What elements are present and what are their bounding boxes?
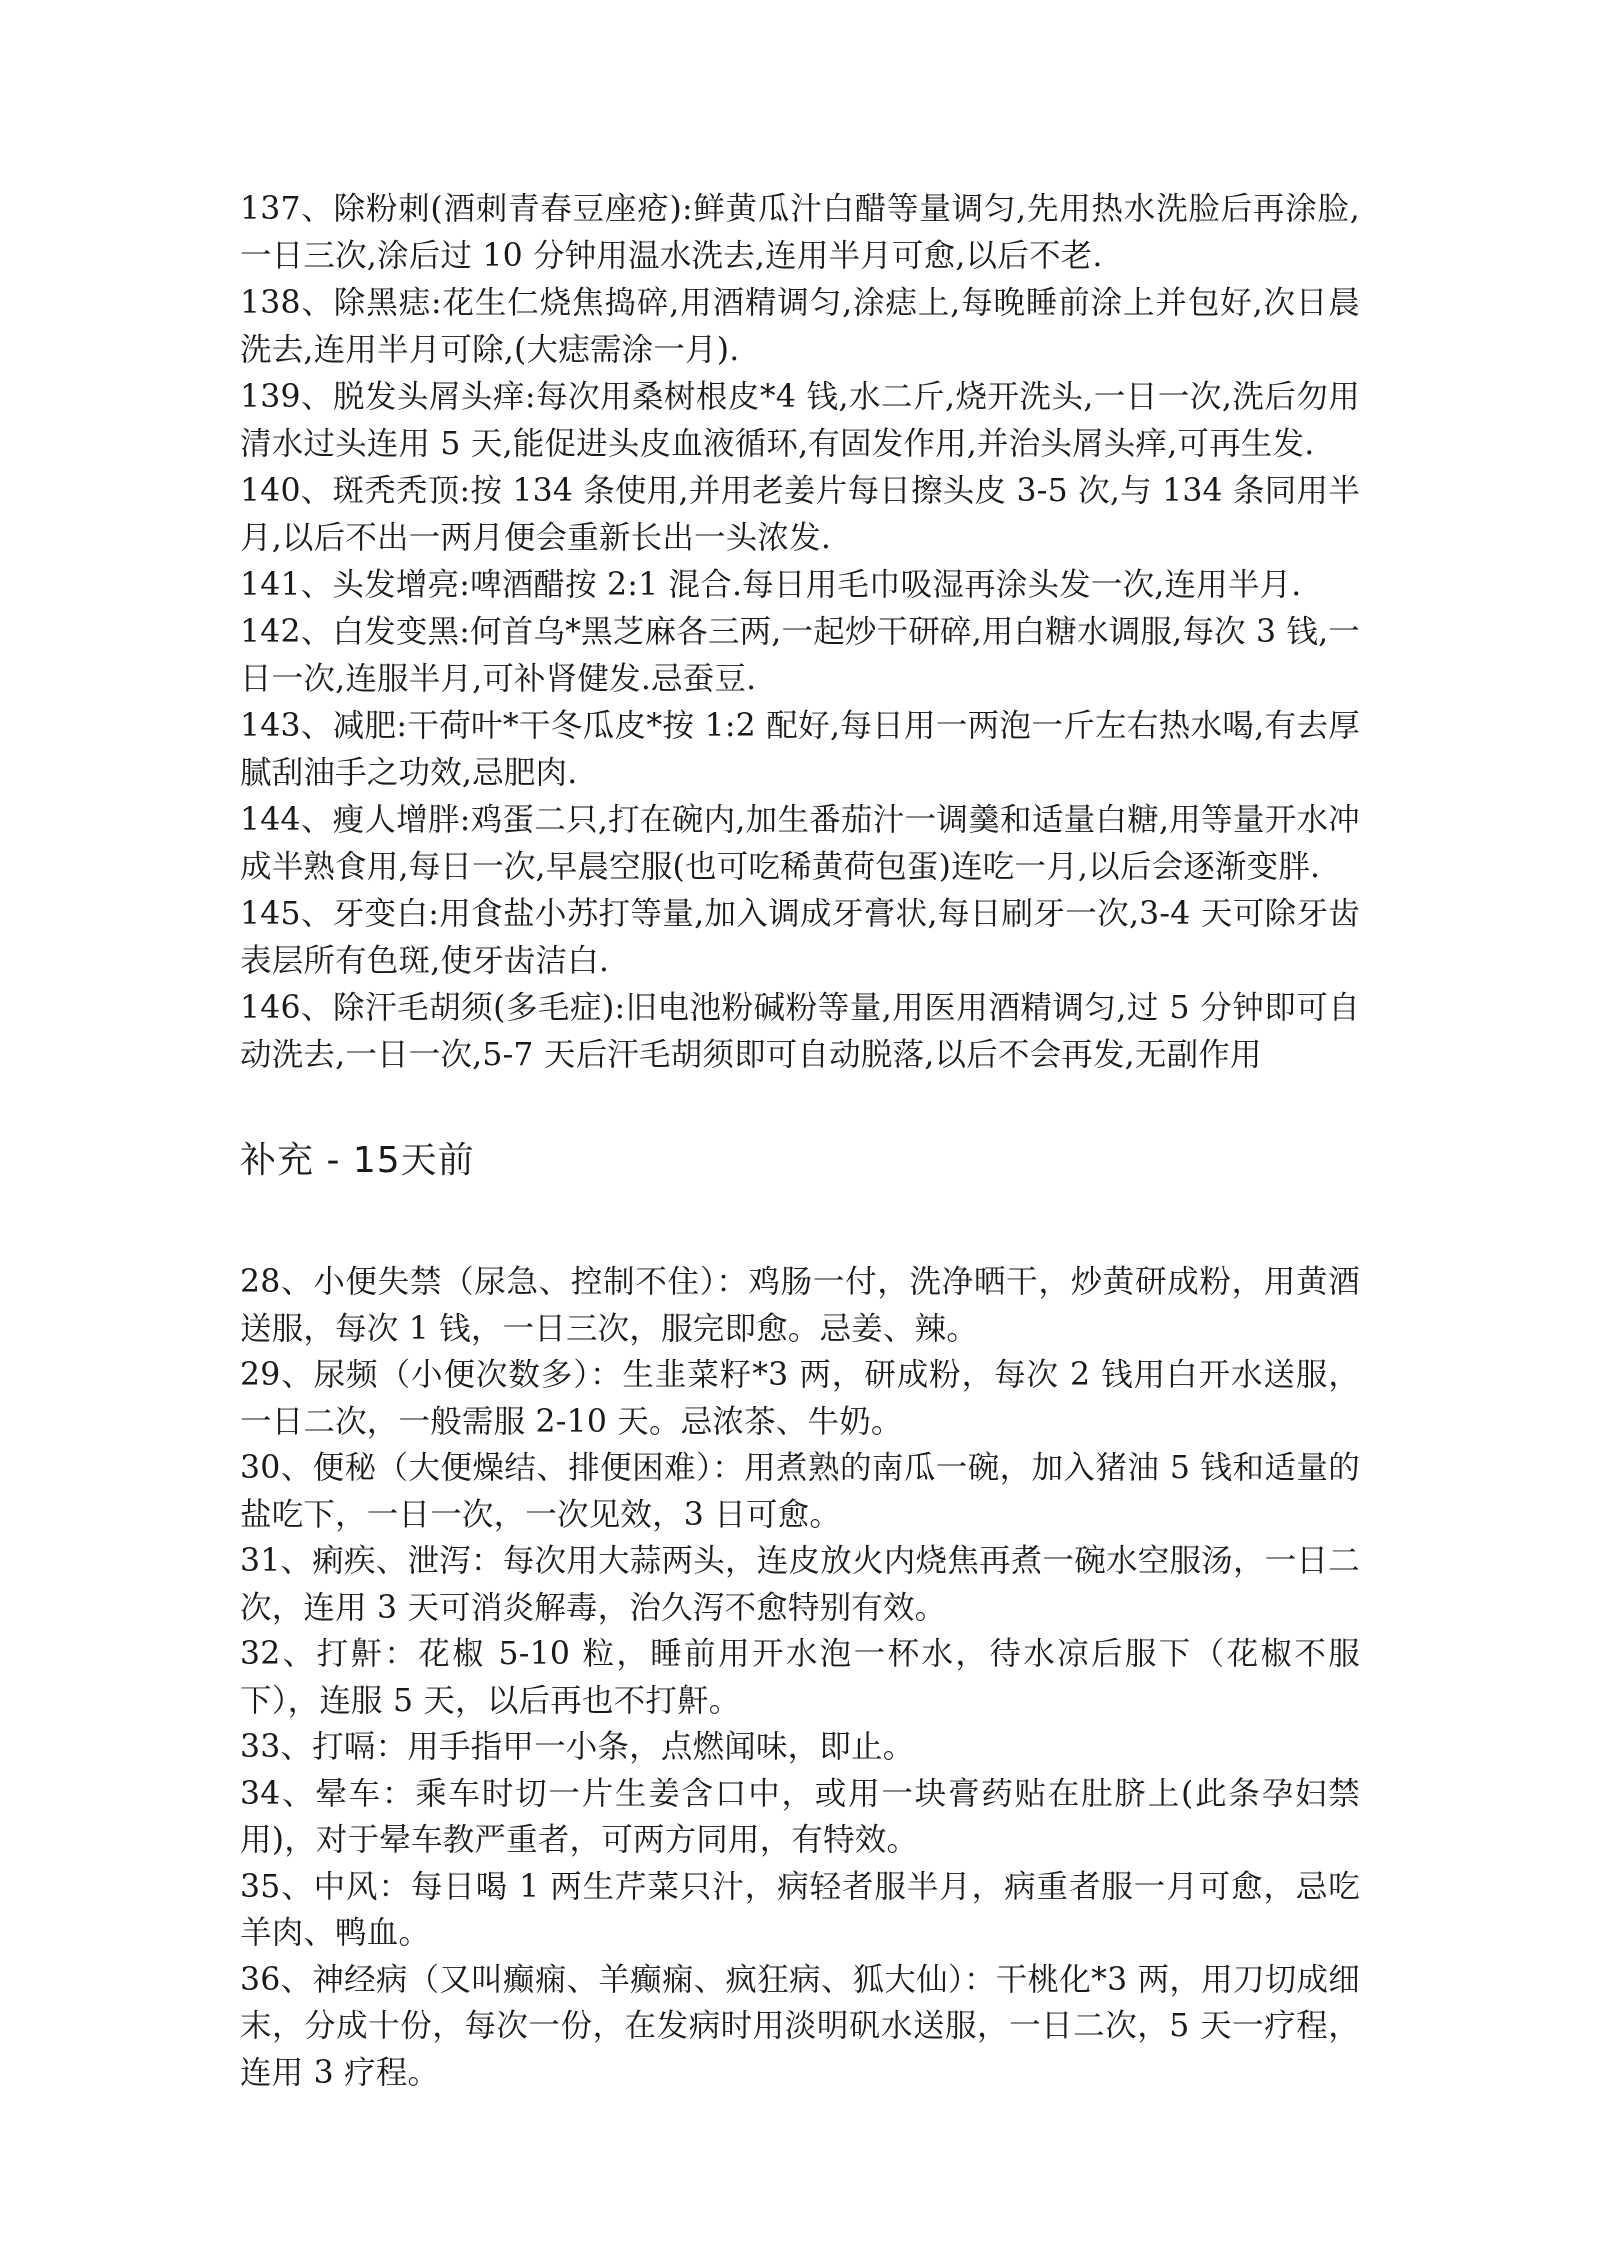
- entry-33: 33、打嗝：用手指甲一小条，点燃闻味，即止。: [240, 1729, 915, 1765]
- entry-142: 142、白发变黑:何首乌*黑芝麻各三两,一起炒干研碎,用白糖水调服,每次 3 钱,一日一次,连服半月,可补肾健发.忌蚕豆.: [240, 614, 1361, 697]
- entry-32: 32、打鼾：花椒 5-10 粒，睡前用开水泡一杯水，待水凉后服下（花椒不服下），连服 5 天，以后再也不打鼾。: [240, 1636, 1360, 1719]
- entry-146: 146、除汗毛胡须(多毛症):旧电池粉碱粉等量,用医用酒精调匀,过 5 分钟即可自动洗去,一日一次,5-7 天后汗毛胡须即可自动脱落,以后不会再发,无副作用: [240, 990, 1360, 1073]
- entry-141: 141、头发增亮:啤酒醋按 2:1 混合.每日用毛巾吸湿再涂头发一次,连用半月.: [240, 567, 1302, 603]
- entry-list-part-2: [240, 1259, 1360, 2096]
- section-heading: [240, 1137, 1360, 1185]
- entry-137: 137、除粉刺(酒刺青春豆座疮):鲜黄瓜汁白醋等量调匀,先用热水洗脸后再涂脸,一日三次,涂后过 10 分钟用温水洗去,连用半月可愈,以后不老.: [240, 191, 1360, 274]
- entry-138: 138、除黑痣:花生仁烧焦捣碎,用酒精调匀,涂痣上,每晚睡前涂上并包好,次日晨洗去,连用半月可除,(大痣需涂一月).: [240, 285, 1360, 368]
- entry-145: 145、牙变白:用食盐小苏打等量,加入调成牙膏状,每日刷牙一次,3-4 天可除牙齿表层所有色斑,使牙齿洁白.: [240, 896, 1360, 979]
- entry-36: 36、神经病（又叫癫痫、羊癫痫、疯狂病、狐大仙）：干桃化*3 两，用刀切成细末，分成十份，每次一份，在发病时用淡明矾水送服，一日二次，5 天一疗程，连用 3 疗程。: [240, 1961, 1360, 2091]
- entry-31: 31、痢疾、泄泻：每次用大蒜两头，连皮放火内烧焦再煮一碗水空服汤，一日二次，连用 3 天可消炎解毒，治久泻不愈特别有效。: [240, 1543, 1360, 1626]
- document-page: [240, 186, 1360, 2096]
- entry-140: 140、斑秃秃顶:按 134 条使用,并用老姜片每日擦头皮 3-5 次,与 134 条同用半月,以后不出一两月便会重新长出一头浓发.: [240, 473, 1360, 556]
- entry-28: 28、小便失禁（尿急、控制不住）：鸡肠一付，洗净晒干，炒黄研成粉，用黄酒送服，每次 1 钱，一日三次，服完即愈。忌姜、辣。: [240, 1264, 1360, 1347]
- section-heading-text: 补充 - 15天前: [240, 1140, 475, 1181]
- entry-29: 29、尿频（小便次数多）：生韭菜籽*3 两，研成粉，每次 2 钱用白开水送服，一日二次，一般需服 2-10 天。忌浓茶、牛奶。: [240, 1357, 1360, 1440]
- entry-139: 139、脱发头屑头痒:每次用桑树根皮*4 钱,水二斤,烧开洗头,一日一次,洗后勿用清水过头连用 5 天,能促进头皮血液循环,有固发作用,并治头屑头痒,可再生发.: [240, 379, 1360, 462]
- entry-35: 35、中风：每日喝 1 两生芹菜只汁，病轻者服半月，病重者服一月可愈，忌吃羊肉、鸭血。: [240, 1868, 1360, 1951]
- entry-list-part-1: [240, 186, 1360, 1079]
- entry-143: 143、减肥:干荷叶*干冬瓜皮*按 1:2 配好,每日用一两泡一斤左右热水喝,有去厚腻刮油手之功效,忌肥肉.: [240, 708, 1360, 791]
- entry-30: 30、便秘（大便燥结、排便困难）：用煮熟的南瓜一碗，加入猪油 5 钱和适量的盐吃下，一日一次，一次见效，3 日可愈。: [240, 1450, 1360, 1533]
- entry-144: 144、瘦人增胖:鸡蛋二只,打在碗内,加生番茄汁一调羹和适量白糖,用等量开水冲成半熟食用,每日一次,早晨空服(也可吃稀黄荷包蛋)连吃一月,以后会逐渐变胖.: [240, 802, 1360, 885]
- entry-34: 34、晕车：乘车时切一片生姜含口中，或用一块膏药贴在肚脐上(此条孕妇禁用)，对于晕车教严重者，可两方同用，有特效。: [240, 1775, 1360, 1858]
